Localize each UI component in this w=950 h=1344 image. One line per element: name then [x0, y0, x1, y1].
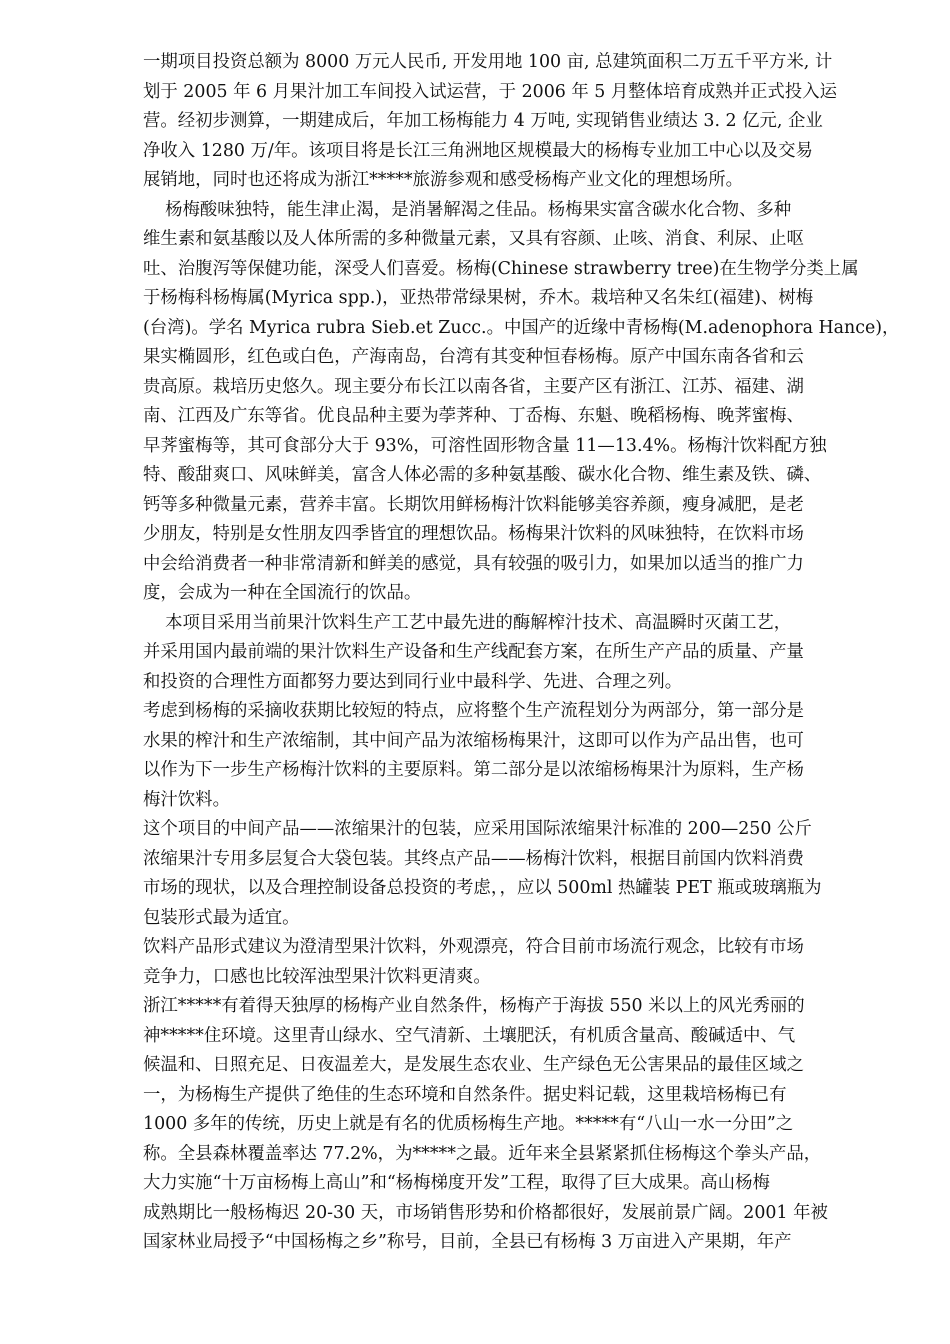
text-line: 浓缩果汁专用多层复合大袋包装。其终点产品——杨梅汁饮料，根据目前国内饮料消费 [143, 848, 804, 869]
text-line: 贵高原。栽培历史悠久。现主要分布长江以南各省，主要产区有浙江、江苏、福建、湖 [143, 376, 804, 397]
text-line: 营。经初步测算，一期建成后，年加工杨梅能力 4 万吨, 实现销售业绩达 3. 2 亿元, 企业 [143, 111, 823, 131]
text-line: 成熟期比一般杨梅迟 20-30 天，市场销售形势和价格都很好，发展前景广阔。2001 年被 [143, 1202, 828, 1223]
text-line: 早荠蜜梅等，其可食部分大于 93%，可溶性固形物含量 11—13.4%。杨梅汁饮料配方独 [143, 435, 827, 456]
text-line: 钙等多种微量元素，营养丰富。长期饮用鲜杨梅汁饮料能够美容养颜，瘦身减肥，是老 [143, 494, 804, 515]
text-line: (台湾)。学名 Myrica rubra Sieb.et Zucc.。中国产的近缘中青杨梅(M.adenophora Hance)， [143, 317, 900, 338]
text-line: 1000 多年的传统，历史上就是有名的优质杨梅生产地。*****有“八山一水一分田”之 [143, 1114, 794, 1134]
text-line: 本项目采用当前果汁饮料生产工艺中最先进的酶解榨汁技术、高温瞬时灭菌工艺， [143, 612, 792, 633]
text-line: 称。全县森林覆盖率达 77.2%，为*****之最。近年来全县紧紧抓住杨梅这个拳头产品， [143, 1143, 822, 1164]
text-line: 果实椭圆形，红色或白色，产海南岛，台湾有其变种恒春杨梅。原产中国东南各省和云 [143, 347, 804, 367]
text-line: 杨梅酸味独特，能生津止渴，是消暑解渴之佳品。杨梅果实富含碳水化合物、多种 [143, 199, 792, 220]
text-line: 于杨梅科杨梅属(Myrica spp.)，亚热带常绿果树，乔木。栽培种又名朱红(福建)、树梅 [143, 288, 814, 308]
text-line: 吐、治腹泻等保健功能，深受人们喜爱。杨梅(Chinese strawberry tree)在生物学分类上属 [143, 258, 859, 279]
text-line: 和投资的合理性方面都努力要达到同行业中最科学、先进、合理之列。 [143, 671, 683, 692]
text-line: 市场的现状，以及合理控制设备总投资的考虑，，应以 500ml 热罐装 PET 瓶或玻璃瓶为 [143, 878, 822, 898]
text-line: 浙江*****有着得天独厚的杨梅产业自然条件，杨梅产于海拔 550 米以上的风光秀丽的 [143, 996, 805, 1016]
text-line: 划于 2005 年 6 月果汁加工车间投入试运营，于 2006 年 5 月整体培育成熟并正式投入运 [143, 81, 837, 102]
text-line: 梅汁饮料。 [143, 789, 230, 810]
document-body-text [143, 48, 900, 1258]
text-line: 大力实施“十万亩杨梅上高山”和“杨梅梯度开发”工程，取得了巨大成果。高山杨梅 [143, 1173, 770, 1193]
text-line: 南、江西及广东等省。优良品种主要为荸荠种、丁岙梅、东魁、晚稻杨梅、晚荠蜜梅、 [143, 406, 804, 426]
text-line: 中会给消费者一种非常清新和鲜美的感觉，具有较强的吸引力，如果加以适当的推广力 [143, 553, 804, 574]
text-line: 并采用国内最前端的果汁饮料生产设备和生产线配套方案，在所生产产品的质量、产量 [143, 642, 804, 662]
text-line: 水果的榨汁和生产浓缩制，其中间产品为浓缩杨梅果汁，这即可以作为产品出售，也可 [143, 730, 804, 751]
text-line: 展销地，同时也还将成为浙江*****旅游参观和感受杨梅产业文化的理想场所。 [143, 170, 743, 190]
text-line: 一，为杨梅生产提供了绝佳的生态环境和自然条件。据史料记载，这里栽培杨梅已有 [143, 1084, 787, 1105]
text-line: 饮料产品形式建议为澄清型果汁饮料，外观漂亮，符合目前市场流行观念，比较有市场 [143, 937, 804, 957]
text-line: 以作为下一步生产杨梅汁饮料的主要原料。第二部分是以浓缩杨梅果汁为原料，生产杨 [143, 760, 804, 780]
text-line: 考虑到杨梅的采摘收获期比较短的特点，应将整个生产流程划分为两部分，第一部分是 [143, 701, 804, 721]
text-line: 净收入 1280 万/年。该项目将是长江三角洲地区规模最大的杨梅专业加工中心以及交易 [143, 140, 813, 161]
text-line: 度，会成为一种在全国流行的饮品。 [143, 583, 422, 603]
text-line: 这个项目的中间产品——浓缩果汁的包装，应采用国际浓缩果汁标准的 200—250 公斤 [143, 819, 812, 839]
text-line: 维生素和氨基酸以及人体所需的多种微量元素，又具有容颜、止咳、消食、利尿、止呕 [143, 229, 804, 249]
text-line: 国家林业局授予“中国杨梅之乡”称号，目前，全县已有杨梅 3 万亩进入产果期，年产 [143, 1232, 792, 1252]
text-line: 一期项目投资总额为 8000 万元人民币, 开发用地 100 亩, 总建筑面积二万五千平方米, 计 [143, 52, 833, 72]
text-line: 神*****住环境。这里青山绿水、空气清新、土壤肥沃，有机质含量高、酸碱适中、气 [143, 1025, 796, 1046]
text-line: 竞争力，口感也比较浑浊型果汁饮料更清爽。 [143, 966, 491, 987]
text-line: 特、酸甜爽口、风味鲜美，富含人体必需的多种氨基酸、碳水化合物、维生素及铁、磷、 [143, 465, 822, 485]
text-line: 候温和、日照充足、日夜温差大，是发展生态农业、生产绿色无公害果品的最佳区域之 [143, 1055, 804, 1075]
text-line: 包装形式最为适宜。 [143, 907, 300, 928]
text-line: 少朋友，特别是女性朋友四季皆宜的理想饮品。杨梅果汁饮料的风味独特，在饮料市场 [143, 524, 804, 544]
